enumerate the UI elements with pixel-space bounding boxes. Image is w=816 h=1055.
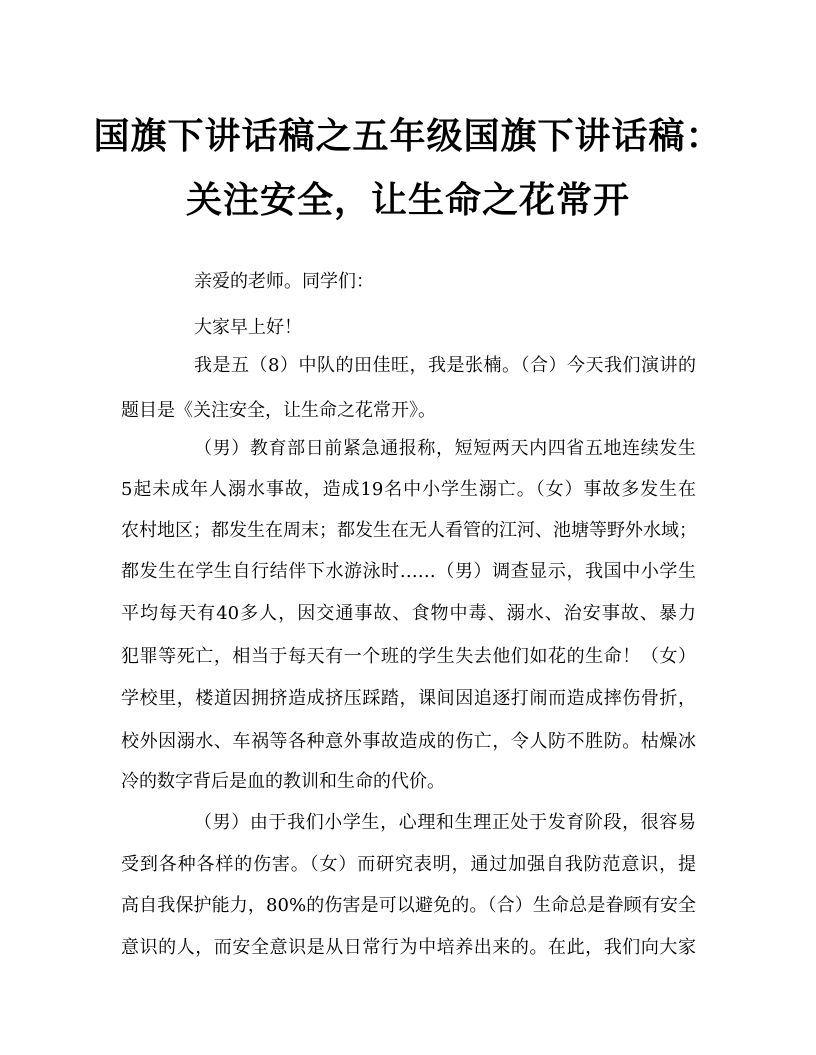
- paragraph-line: 犯罪等死亡，相当于每天有一个班的学生失去他们如花的生命！（女）: [121, 646, 696, 667]
- paragraph-line: 冷的数字背后是血的教训和生命的代价。: [121, 771, 445, 792]
- paragraph-line: （男）由于我们小学生，心理和生理正处于发育阶段，很容易: [194, 812, 696, 833]
- salutation-line: 大家早上好！: [194, 317, 302, 338]
- paragraph-line: 我是五（8）中队的田佳旺，我是张楠。（合）今天我们演讲的: [194, 355, 696, 376]
- greeting-line: 亲爱的老师。同学们：: [194, 271, 374, 292]
- paragraph-line: 意识的人，而安全意识是从日常行为中培养出来的。在此，我们向大家: [121, 937, 696, 958]
- paragraph-line: 平均每天有40多人，因交通事故、食物中毒、溺水、治安事故、暴力: [121, 603, 696, 624]
- paragraph-line: （男）教育部日前紧急通报称，短短两天内四省五地连续发生: [194, 438, 696, 459]
- paragraph-line: 农村地区；都发生在周末；都发生在无人看管的江河、池塘等野外水域；: [121, 520, 697, 541]
- document-title-line-2: 关注安全，让生命之花常开: [185, 179, 630, 221]
- document-title-line-1: 国旗下讲话稿之五年级国旗下讲话稿：: [93, 115, 723, 157]
- paragraph-line: 题目是《关注安全，让生命之花常开》。: [121, 400, 436, 421]
- paragraph-line: 5起未成年人溺水事故，造成19名中小学生溺亡。（女）事故多发生在: [121, 479, 696, 500]
- paragraph-line: 校外因溺水、车祸等各种意外事故造成的伤亡，令人防不胜防。枯燥冰: [121, 731, 696, 752]
- paragraph-line: 受到各种各样的伤害。（女）而研究表明，通过加强自我防范意识，提: [121, 854, 696, 875]
- paragraph-line: 都发生在学生自行结伴下水游泳时……（男）调查显示，我国中小学生: [121, 561, 696, 582]
- paragraph-line: 高自我保护能力，80%的伤害是可以避免的。（合）生命总是眷顾有安全: [121, 895, 696, 916]
- paragraph-line: 学校里，楼道因拥挤造成挤压踩踏，课间因追逐打闹而造成摔伤骨折，: [121, 688, 696, 709]
